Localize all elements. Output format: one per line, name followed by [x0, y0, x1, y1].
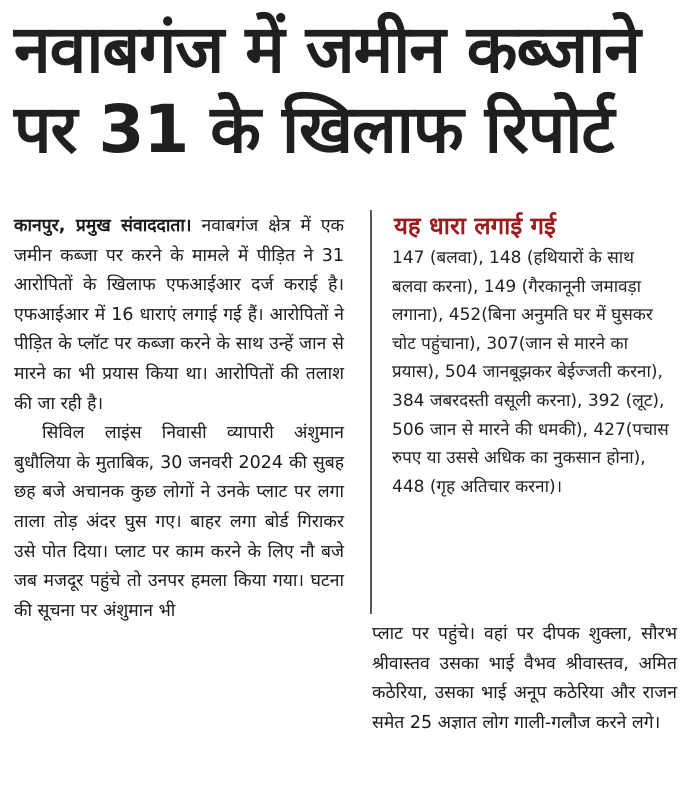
- article-left-column: [14, 212, 344, 626]
- headline-line-1: नवाबगंज में जमीन कब्जाने: [14, 11, 640, 88]
- byline: कानपुर, प्रमुख संवाददाता।: [14, 216, 192, 236]
- article-paragraph-2: सिविल लाइंस निवासी व्यापारी अंशुमान बुधौलिया के मुताबिक, 30 जनवरी 2024 की सुबह छह बजे अचानक कुछ लोगों ने उनके प्लाट पर लगा ताला तोड़ अंदर घुस गए। बाहर लगा बोर्ड गिराकर उसे पोत दिया। प्लाट पर काम करने के लिए नौ बजे जब मजदूर पहुंचे तो उनपर हमला किया गया। घटना की सूचना पर अंशुमान भी: [14, 423, 344, 621]
- sections-box: [370, 210, 672, 614]
- sections-box-title: यह धारा लगाई गई: [394, 212, 556, 240]
- article-paragraph-3: प्लाट पर पहुंचे। वहां पर दीपक शुक्ला, सौरभ श्रीवास्तव उसका भाई वैभव श्रीवास्तव, अमित कठेरिया, उसका भाई अनूप कठेरिया और राजन समेत 25 अज्ञात लोग गाली-गलौज करने लगे।: [372, 624, 677, 733]
- headline-line-2: पर 31 के खिलाफ रिपोर्ट: [14, 91, 614, 168]
- article-right-column: [372, 620, 677, 738]
- paragraph-1-text: नवाबगंज क्षेत्र में एक जमीन कब्जा पर करने के मामले में पीड़ित ने 31 आरोपितों के खिलाफ एफआईआर दर्ज कराई है। एफआईआर में 16 धाराएं लगाई गई हैं। आरोपितों ने पीड़ित के प्लॉट पर कब्जा करने के साथ उन्हें जान से मारने का भी प्रयास किया था। आरोपितों की तलाश की जा रही है।: [14, 216, 344, 414]
- headline: [14, 10, 674, 170]
- article-paragraph-1: [14, 212, 344, 419]
- sections-box-body: 147 (बलवा), 148 (हथियारों के साथ बलवा करना), 149 (गैरकानूनी जमावड़ा लगाना), 452(बिना अनुमति घर में घुसकर चोट पहुंचाना), 307(जान से मारने का प्रयास), 504 जानबूझकर बेईज्जती करना), 384 जबरदस्ती वसूली करना), 392 (लूट), 506 जान से मारने की धमकी), 427(पचास रुपए या उससे अधिक का नुकसान होना), 448 (गृह अतिचार करना)।: [392, 248, 669, 497]
